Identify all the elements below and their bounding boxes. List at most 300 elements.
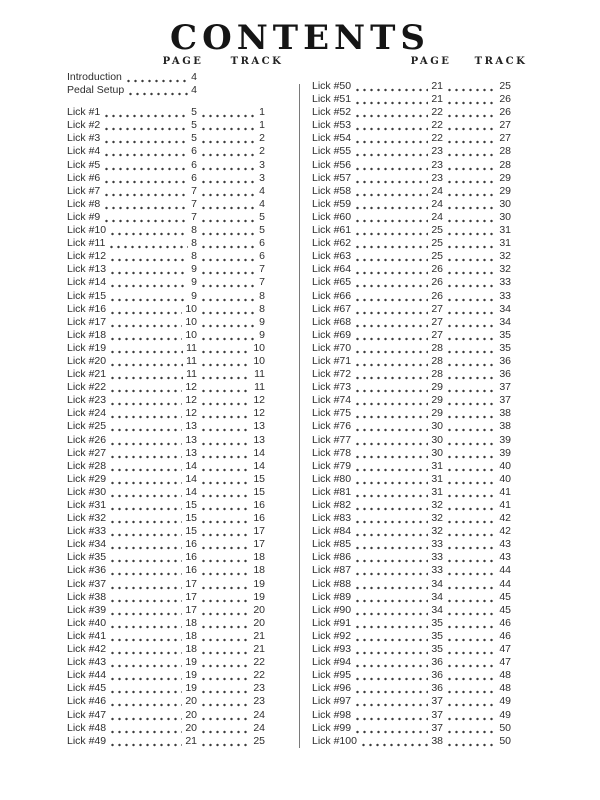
toc-row-track-segment [443,630,511,643]
entry-label: Lick #33 [67,525,107,538]
dot-leader [354,80,428,93]
dot-leader [446,564,496,577]
toc-row-page-segment [312,407,443,420]
toc-row-page-segment [312,172,443,185]
entry-track-number: 16 [253,512,265,525]
toc-row-page-segment [312,185,443,198]
entry-page-number: 20 [185,708,197,721]
toc-row-track-segment [443,381,511,394]
dot-leader [200,695,250,708]
entry-label: Lick #94 [312,656,352,669]
toc-row-track-segment [443,159,511,172]
dot-leader [354,224,428,237]
toc-row-page-segment [67,106,197,119]
entry-track-number: 45 [499,603,511,616]
dot-leader [200,669,250,682]
toc-row [312,604,511,617]
toc-row [67,407,265,420]
toc-row-track-segment [197,486,265,499]
toc-row-track-segment [197,250,265,263]
entry-label: Lick #40 [67,616,107,629]
entry-page-number: 21 [185,734,197,747]
entry-track-number: 10 [253,341,265,354]
entry-page-number: 8 [191,250,197,263]
entry-track-number: 8 [259,302,265,315]
entry-page-number: 28 [431,341,443,354]
entry-label: Lick #92 [312,629,352,642]
dot-leader [109,512,182,525]
toc-row [312,303,511,316]
dot-leader [109,407,182,420]
dot-leader [354,198,428,211]
toc-row-track-segment [443,276,511,289]
column-divider [299,84,300,748]
dot-leader [109,342,183,355]
entry-page-number: 18 [185,643,197,656]
toc-row [67,198,265,211]
dot-leader [446,551,496,564]
toc-row [312,735,511,748]
toc-row [67,119,265,132]
entry-track-number: 31 [499,237,511,250]
entry-page-number: 36 [431,682,443,695]
entry-page-number: 28 [431,368,443,381]
toc-row-track-segment [197,525,265,538]
entry-track-number: 26 [499,93,511,106]
entry-page-number: 5 [191,132,197,145]
entry-page-number: 16 [185,564,197,577]
toc-row-page-segment [312,643,443,656]
toc-row-track-segment [197,159,265,172]
toc-row-page-segment [312,290,443,303]
toc-row-page-segment [312,617,443,630]
entry-label: Lick #87 [312,564,352,577]
toc-row-page-segment [67,460,197,473]
toc-row [312,591,511,604]
entry-page-number: 9 [191,263,197,276]
dot-leader [446,198,496,211]
toc-row [312,290,511,303]
entry-page-number: 11 [186,354,197,367]
dot-leader [109,368,183,381]
dot-leader [446,355,496,368]
toc-row-page-segment [312,198,443,211]
dot-leader [103,132,188,145]
toc-row-page-segment [312,722,443,735]
lick-list-right [312,80,511,748]
dot-leader [446,735,496,748]
toc-row-page-segment [312,224,443,237]
toc-row-track-segment [443,512,511,525]
entry-page-number: 31 [431,459,443,472]
toc-row-page-segment [312,420,443,433]
entry-label: Lick #3 [67,132,101,145]
entry-label: Lick #82 [312,499,352,511]
entry-track-number: 15 [253,472,265,485]
dot-leader [200,617,250,630]
entry-track-number: 36 [499,354,511,367]
entry-label: Lick #95 [312,669,352,682]
entry-label: Lick #74 [312,394,352,407]
toc-row [67,303,265,316]
toc-row-page-segment [312,93,443,106]
dot-leader [354,722,428,735]
toc-row-track-segment [197,630,265,643]
toc-row [312,460,511,473]
toc-row [312,394,511,407]
entry-page-number: 24 [431,184,443,197]
toc-row [67,564,265,577]
dot-leader [103,145,188,158]
dot-leader [446,250,496,263]
entry-track-number: 16 [253,499,265,511]
entry-track-number: 18 [253,551,265,564]
dot-leader [109,735,182,748]
dot-leader [200,172,256,185]
dot-leader [103,198,188,211]
toc-row-page-segment [67,643,197,656]
toc-row [312,106,511,119]
toc-row [67,185,265,198]
toc-row-track-segment [197,669,265,682]
entry-label: Lick #69 [312,328,352,341]
toc-row [67,84,265,97]
toc-row-page-segment [312,682,443,695]
entry-page-number: 19 [185,669,197,682]
dot-leader [200,159,256,172]
dot-leader [200,525,250,538]
toc-row-track-segment [443,604,511,617]
dot-leader [127,84,188,97]
entry-track-number: 44 [499,564,511,577]
entry-track-number: 34 [499,302,511,315]
toc-row [67,617,265,630]
toc-row-page-segment [67,434,197,447]
entry-track-number: 22 [253,656,265,669]
toc-row-page-segment [67,682,197,695]
dot-leader [446,722,496,735]
toc-row [67,263,265,276]
entry-track-number: 23 [253,682,265,695]
entry-label: Lick #26 [67,433,107,446]
dot-leader [109,709,182,722]
entry-page-number: 10 [185,315,197,328]
toc-row-page-segment [67,185,197,198]
entry-label: Lick #62 [312,237,352,250]
dot-leader [109,604,182,617]
toc-row [312,630,511,643]
toc-row [67,538,265,551]
entry-track-number: 1 [259,119,265,132]
entry-page-number: 37 [431,708,443,721]
toc-row-track-segment [197,578,265,591]
toc-row-page-segment [312,119,443,132]
dot-leader [200,355,250,368]
dot-leader [446,224,496,237]
dot-leader [200,329,256,342]
entry-page-number: 30 [431,420,443,433]
toc-row-track-segment [197,119,265,132]
dot-leader [200,656,250,669]
dot-leader [354,551,428,564]
entry-label: Lick #51 [312,93,352,106]
toc-row [67,643,265,656]
toc-row [67,316,265,329]
dot-leader [354,368,428,381]
dot-leader [200,722,250,735]
toc-row-track-segment [443,735,511,748]
entry-track-number: 24 [253,708,265,721]
toc-row [312,198,511,211]
toc-row [312,145,511,158]
entry-page-number: 16 [185,551,197,564]
entry-track-number: 38 [499,420,511,433]
toc-row [67,290,265,303]
dot-leader [446,119,496,132]
entry-page-number: 9 [191,289,197,302]
toc-row-track-segment [443,172,511,185]
entry-track-number: 20 [253,603,265,616]
toc-row [312,486,511,499]
dot-leader [200,316,256,329]
dot-leader [354,695,428,708]
entry-label: Lick #4 [67,145,101,158]
toc-row [312,617,511,630]
toc-row-page-segment [67,447,197,460]
toc-row-page-segment [67,303,197,316]
toc-row-page-segment [312,132,443,145]
entry-page-number: 35 [431,616,443,629]
entry-page-number: 17 [185,603,197,616]
toc-row [312,93,511,106]
entry-track-number: 3 [259,171,265,184]
entry-page-number: 14 [185,459,197,472]
toc-row-page-segment [67,617,197,630]
entry-track-number: 43 [499,538,511,551]
dot-leader [354,630,428,643]
dot-leader [109,630,182,643]
entry-track-number: 5 [259,210,265,223]
entry-track-number: 47 [499,656,511,669]
toc-row-track-segment [443,198,511,211]
toc-row-page-segment [312,329,443,342]
entry-page-number: 21 [431,80,443,92]
entry-track-number: 28 [499,145,511,158]
toc-row-page-segment [312,538,443,551]
dot-leader [446,316,496,329]
entry-label: Lick #41 [67,629,107,642]
dot-leader [200,564,250,577]
entry-page-number: 23 [431,145,443,158]
entry-page-number: 14 [185,472,197,485]
entry-track-number: 45 [499,590,511,603]
toc-row-page-segment [312,564,443,577]
entry-page-number: 10 [185,302,197,315]
entry-page-number: 27 [431,328,443,341]
entry-page-number: 11 [186,341,197,354]
entry-label: Lick #54 [312,132,352,145]
toc-row-page-segment [67,276,197,289]
entry-label: Lick #63 [312,250,352,263]
dot-leader [446,368,496,381]
toc-row [67,460,265,473]
entry-label: Lick #100 [312,734,357,747]
entry-track-number: 15 [253,485,265,498]
dot-leader [446,132,496,145]
toc-row [312,669,511,682]
toc-row-page-segment [67,250,197,263]
dot-leader [446,276,496,289]
dot-leader [354,394,428,407]
toc-row-page-segment [67,172,197,185]
toc-row-track-segment [443,525,511,538]
dot-leader [354,420,428,433]
dot-leader [109,551,182,564]
entry-page-number: 32 [431,512,443,525]
dot-leader [200,224,256,237]
entry-label: Lick #18 [67,328,107,341]
toc-row [67,434,265,447]
entry-page-number: 26 [431,276,443,289]
toc-row-page-segment [67,237,197,250]
entry-page-number: 26 [431,289,443,302]
dot-leader [200,591,250,604]
dot-leader [109,460,182,473]
entry-track-number: 27 [499,132,511,145]
entry-page-number: 7 [191,210,197,223]
entry-label: Lick #52 [312,106,352,119]
entry-page-number: 30 [431,446,443,459]
toc-row-page-segment [67,407,197,420]
dot-leader [109,578,182,591]
entry-track-number: 48 [499,669,511,682]
toc-row-track-segment [443,290,511,303]
toc-row [67,604,265,617]
toc-row-page-segment [312,499,443,512]
entry-page-number: 12 [185,394,197,407]
toc-row-page-segment [312,735,443,748]
entry-label: Lick #60 [312,210,352,223]
dot-leader [354,617,428,630]
toc-row-page-segment [312,276,443,289]
toc-row [67,368,265,381]
entry-label: Lick #10 [67,224,107,237]
entry-track-number: 7 [259,276,265,289]
entry-label: Lick #2 [67,119,101,132]
entry-label: Lick #32 [67,512,107,525]
dot-leader [200,512,250,525]
dot-leader [446,525,496,538]
entry-page-number: 11 [186,368,197,381]
column-header-track-right: TRACK [474,56,528,67]
toc-row-page-segment [312,656,443,669]
entry-label: Lick #83 [312,512,352,525]
entry-track-number: 46 [499,629,511,642]
dot-leader [354,434,428,447]
entry-label: Lick #89 [312,590,352,603]
dot-leader [354,290,428,303]
dot-leader [109,394,182,407]
entry-track-number: 30 [499,197,511,210]
toc-row-track-segment [197,407,265,420]
toc-row [67,145,265,158]
toc-row [67,276,265,289]
entry-track-number: 2 [259,145,265,158]
entry-page-number: 13 [185,420,197,433]
toc-row-track-segment [443,93,511,106]
entry-label: Lick #19 [67,341,107,354]
toc-row-track-segment [197,290,265,303]
toc-row-page-segment [312,237,443,250]
toc-row-page-segment [67,145,197,158]
entry-track-number: 47 [499,643,511,656]
entry-page-number: 34 [431,577,443,590]
toc-row-page-segment [67,604,197,617]
dot-leader [446,630,496,643]
entry-page-number: 25 [431,224,443,237]
toc-row [312,682,511,695]
entry-page-number: 13 [185,433,197,446]
entry-track-number: 35 [499,341,511,354]
entry-label: Lick #70 [312,341,352,354]
dot-leader [200,578,250,591]
column-header-track-left: TRACK [230,56,284,67]
dot-leader [354,211,428,224]
toc-row-track-segment [197,473,265,486]
toc-row-page-segment [67,84,197,97]
dot-leader [354,316,428,329]
toc-row-track-segment [197,381,265,394]
entry-track-number: 11 [254,368,265,381]
entry-track-number: 9 [259,328,265,341]
toc-row-page-segment [67,198,197,211]
dot-leader [109,722,182,735]
toc-row-page-segment [312,211,443,224]
entry-label: Lick #88 [312,577,352,590]
toc-row-page-segment [312,250,443,263]
entry-label: Lick #27 [67,446,107,459]
toc-row-track-segment [197,172,265,185]
entry-label: Lick #79 [312,459,352,472]
entry-label: Lick #1 [67,106,101,119]
dot-leader [446,617,496,630]
entry-page-number: 12 [185,381,197,394]
toc-row [67,669,265,682]
toc-row-track-segment [197,316,265,329]
entry-track-number: 30 [499,210,511,223]
dot-leader [354,669,428,682]
toc-row-track-segment [443,407,511,420]
dot-leader [446,538,496,551]
entry-label: Lick #97 [312,695,352,708]
entry-track-number: 25 [499,80,511,92]
dot-leader [109,447,182,460]
entry-label: Lick #65 [312,276,352,289]
entry-page-number: 35 [431,643,443,656]
entry-track-number: 50 [499,734,511,747]
entry-track-number: 8 [259,289,265,302]
toc-row-page-segment [67,394,197,407]
entry-track-number: 14 [253,446,265,459]
entry-label: Lick #6 [67,171,101,184]
toc-row [67,132,265,145]
toc-row [67,159,265,172]
entry-track-number: 34 [499,315,511,328]
dot-leader [200,682,250,695]
toc-row-page-segment [67,669,197,682]
entry-label: Lick #77 [312,433,352,446]
toc-row-page-segment [312,512,443,525]
